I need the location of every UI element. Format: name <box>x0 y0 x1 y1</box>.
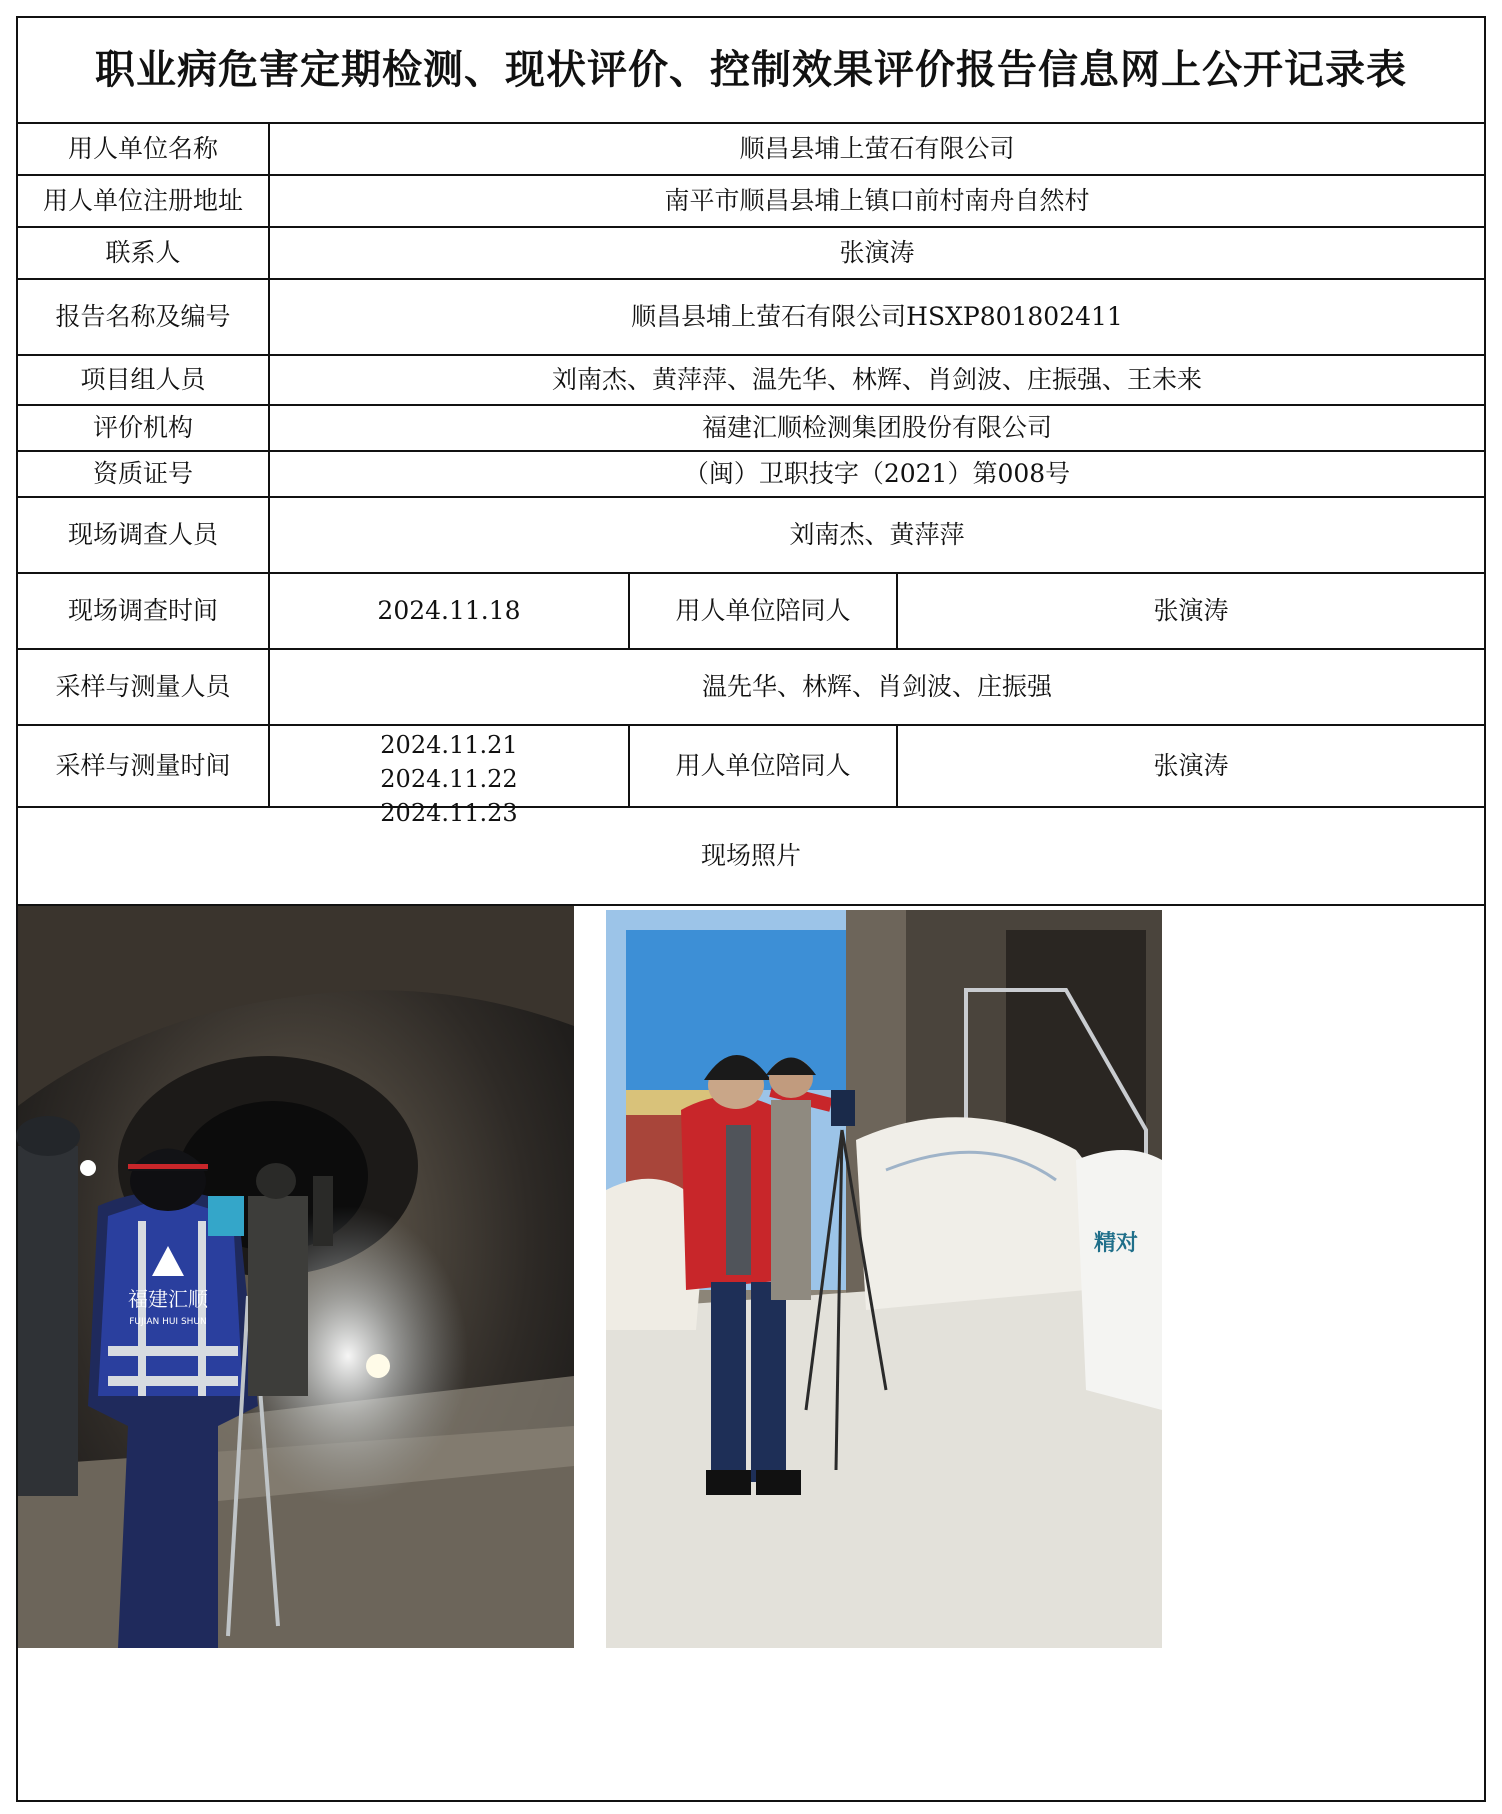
sampling-dates <box>270 726 628 827</box>
record-table <box>16 16 1486 1802</box>
project-team-label: 项目组人员 <box>80 365 206 395</box>
survey-companion-value: 张演涛 <box>1153 596 1229 626</box>
site-photo-tunnel <box>18 906 574 1648</box>
sampling-staff-label: 采样与测量人员 <box>55 672 231 702</box>
page-title: 职业病危害定期检测、现状评价、控制效果评价报告信息网上公开记录表 <box>95 46 1407 93</box>
sampling-staff-value: 温先华、林辉、肖剑波、庄振强 <box>701 672 1052 702</box>
survey-staff-label: 现场调查人员 <box>67 520 218 550</box>
employer-name-value: 顺昌县埔上萤石有限公司 <box>739 134 1015 164</box>
site-photo-warehouse <box>606 910 1162 1648</box>
agency-value: 福建汇顺检测集团股份有限公司 <box>701 413 1052 443</box>
tunnel-scene <box>18 906 574 1648</box>
sampling-time-label: 采样与测量时间 <box>55 751 231 781</box>
employer-address-value: 南平市顺昌县埔上镇口前村南舟自然村 <box>664 186 1090 216</box>
employer-address-label: 用人单位注册地址 <box>42 186 243 216</box>
survey-time-value: 2024.11.18 <box>377 596 521 626</box>
sampling-companion-value: 张演涛 <box>1153 751 1229 781</box>
contact-label: 联系人 <box>105 238 181 268</box>
vest-logo-text: 福建汇顺 <box>128 1287 208 1311</box>
project-team-value: 刘南杰、黄萍萍、温先华、林辉、肖剑波、庄振强、王未来 <box>551 365 1202 395</box>
warehouse-scene <box>606 910 1162 1648</box>
survey-time-label: 现场调查时间 <box>67 596 218 626</box>
report-label: 报告名称及编号 <box>55 302 231 332</box>
vest-logo-subtext: FUJIAN HUI SHUN <box>129 1317 207 1327</box>
photos-heading: 现场照片 <box>700 841 801 871</box>
sampling-date: 2024.11.22 <box>380 765 518 793</box>
contact-value: 张演涛 <box>839 238 915 268</box>
bag-logo-text: 精对 <box>1094 1231 1139 1256</box>
qualification-label: 资质证号 <box>92 459 193 489</box>
employer-name-label: 用人单位名称 <box>67 134 218 164</box>
qualification-value: （闽）卫职技字（2021）第008号 <box>683 459 1071 489</box>
report-value: 顺昌县埔上萤石有限公司HSXP801802411 <box>631 302 1123 332</box>
agency-label: 评价机构 <box>92 413 193 443</box>
survey-staff-value: 刘南杰、黄萍萍 <box>789 520 965 550</box>
sampling-date: 2024.11.21 <box>380 731 518 759</box>
sampling-date: 2024.11.23 <box>380 799 518 827</box>
sampling-companion-label: 用人单位陪同人 <box>675 751 851 781</box>
survey-companion-label: 用人单位陪同人 <box>675 596 851 626</box>
